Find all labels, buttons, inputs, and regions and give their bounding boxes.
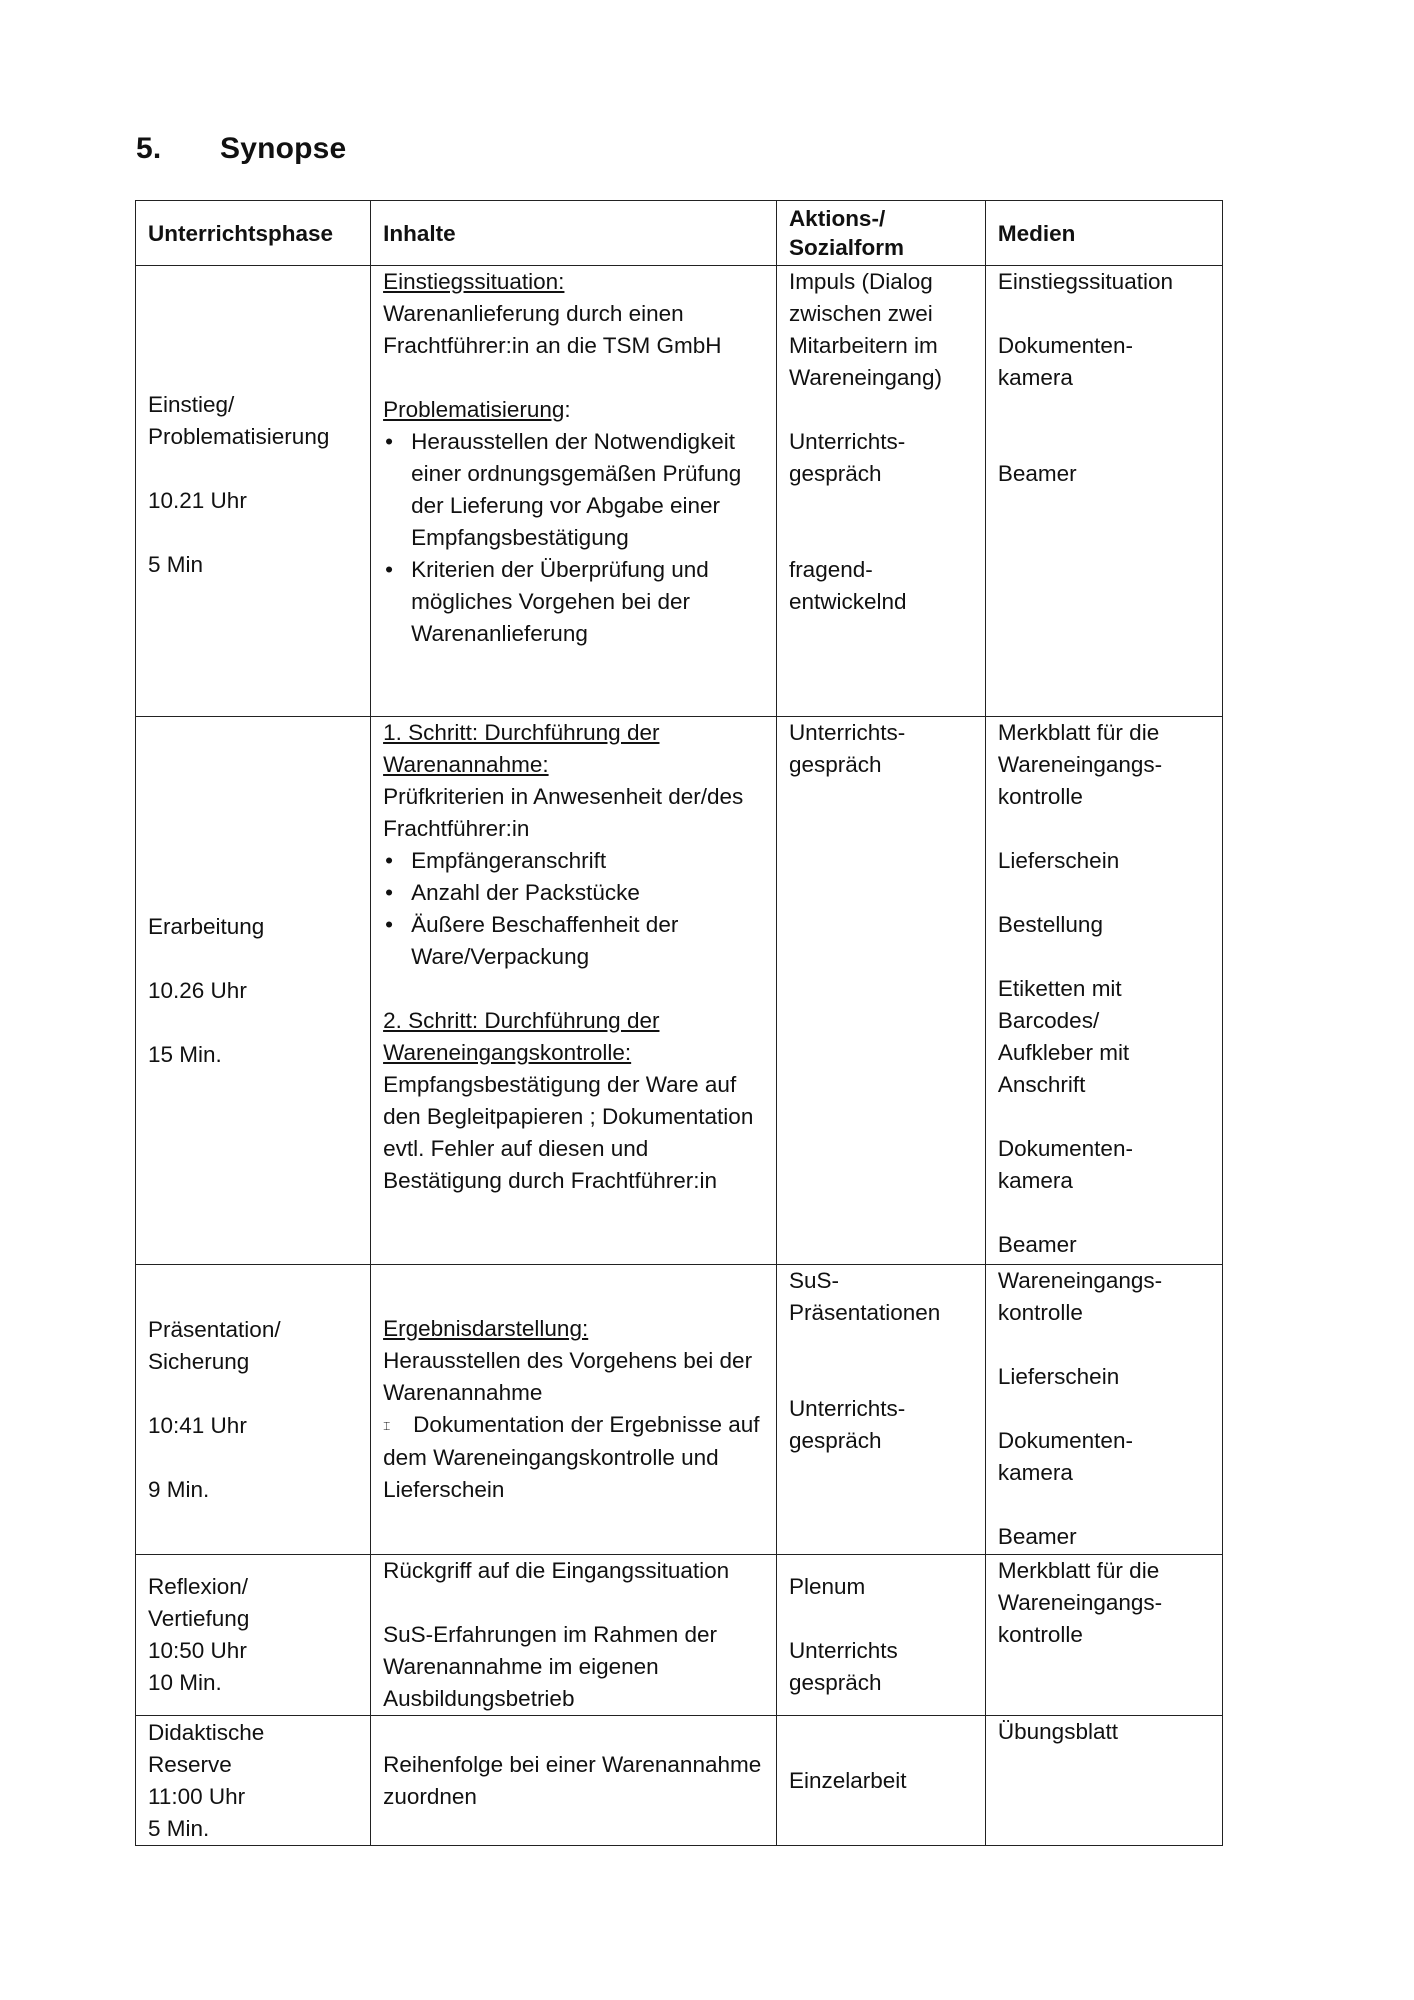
phase-cell [136, 1555, 371, 1716]
phase-line: Didaktische [148, 1719, 265, 1745]
phase-duration: 5 Min [148, 552, 204, 577]
action-line: Wareneingang) [788, 365, 942, 390]
content-bullet-list [383, 426, 764, 650]
action-line: Impuls (Dialog [788, 269, 933, 294]
content-text: Reihenfolge bei einer Warenannahme zuordnen [383, 1751, 762, 1809]
media-line: kamera [997, 365, 1073, 390]
phase-cell [136, 1265, 371, 1555]
action-line: SuS- [788, 1268, 839, 1293]
synopsis-table [135, 200, 1223, 1846]
header-action-line1: Aktions-/ [788, 206, 886, 231]
header-action [776, 201, 985, 266]
media-line: Dokumenten- [997, 333, 1133, 358]
action-line: entwickelnd [788, 589, 907, 614]
media-line: Anschrift [997, 1072, 1086, 1097]
content-cell [371, 266, 777, 717]
list-item: • Kriterien der Überprüfung und mögliches Vorgehen bei der Warenanlieferung [383, 554, 764, 650]
phase-line: Reflexion/ [148, 1574, 249, 1599]
media-line: kontrolle [997, 784, 1083, 809]
list-item: • Empfängeranschrift [383, 845, 764, 877]
action-line: Unterrichts- [788, 720, 906, 745]
media-line: Übungsblatt [997, 1719, 1118, 1744]
media-line: Lieferschein [997, 1364, 1120, 1389]
media-line: kontrolle [997, 1300, 1083, 1325]
phase-line: Sicherung [148, 1348, 250, 1374]
action-line: Unterrichts- [788, 429, 906, 454]
header-action-line2: Sozialform [788, 235, 904, 260]
action-cell [776, 266, 985, 717]
header-content: Inhalte [371, 201, 777, 266]
action-line: Präsentationen [788, 1300, 941, 1325]
media-line: Aufkleber mit [997, 1040, 1130, 1065]
media-line: Dokumenten- [997, 1428, 1133, 1453]
media-line: Lieferschein [997, 848, 1120, 873]
action-line: gespräch [788, 1428, 882, 1453]
media-line: Beamer [997, 1524, 1077, 1549]
phase-line: Präsentation/ [148, 1316, 281, 1342]
table-header-row [136, 201, 1223, 266]
action-line: gespräch [788, 1670, 882, 1695]
media-line: Einstiegssituation [997, 269, 1173, 294]
header-media: Medien [985, 201, 1222, 266]
table-row [136, 1555, 1223, 1716]
list-item: • Anzahl der Packstücke [383, 877, 764, 909]
phase-cell [136, 266, 371, 717]
action-line: Unterrichts- [788, 1396, 906, 1421]
action-line: gespräch [788, 752, 882, 777]
content-text: Prüfkriterien in Anwesenheit der/des Frachtführer:in [383, 784, 744, 841]
phase-line: Erarbeitung [148, 913, 265, 939]
table-row [136, 1265, 1223, 1555]
media-line: Barcodes/ [997, 1008, 1100, 1033]
media-cell [985, 1555, 1222, 1716]
phase-time: 11:00 Uhr [148, 1783, 246, 1809]
content-cell [371, 1555, 777, 1716]
content-heading: 1. Schritt: Durchführung der Warenannahme: [383, 720, 660, 777]
content-heading: Ergebnisdarstellung: [383, 1315, 589, 1341]
phase-time: 10.26 Uhr [148, 977, 247, 1003]
media-line: Etiketten mit [997, 976, 1122, 1001]
media-line: Wareneingangs- [997, 1590, 1163, 1615]
content-text-with-glyph: ⌶ Dokumentation der Ergebnisse auf dem Wareneingangskontrolle und Lieferschein [383, 1411, 760, 1503]
phase-line: Reserve [148, 1751, 232, 1777]
media-line: kontrolle [997, 1622, 1083, 1647]
content-heading: 2. Schritt: Durchführung der Wareneingangskontrolle: [383, 1008, 660, 1065]
content-text: SuS-Erfahrungen im Rahmen der Warenannahme im eigenen Ausbildungsbetrieb [383, 1622, 717, 1711]
media-line: Wareneingangs- [997, 752, 1163, 777]
table-row [136, 717, 1223, 1265]
media-cell [985, 717, 1222, 1265]
media-line: kamera [997, 1168, 1073, 1193]
section-title: Synopse [220, 132, 347, 165]
media-line: Merkblatt für die [997, 1558, 1160, 1583]
content-text: Warenanlieferung durch einen Frachtführer:in an die TSM GmbH [383, 301, 722, 358]
content-heading: Problematisierung: [383, 397, 571, 422]
list-item: • Herausstellen der Notwendigkeit einer ordnungsgemäßen Prüfung der Lieferung vor Abgabe einer Empfangsbestätigung [383, 426, 764, 554]
action-line: Unterrichts [788, 1638, 898, 1663]
media-cell [985, 1716, 1222, 1846]
list-item: • Äußere Beschaffenheit der Ware/Verpackung [383, 909, 764, 973]
action-line: fragend- [788, 557, 873, 582]
content-cell [371, 1716, 777, 1846]
action-cell [776, 717, 985, 1265]
phase-time: 10:41 Uhr [148, 1412, 247, 1438]
phase-cell [136, 1716, 371, 1846]
table-row [136, 1716, 1223, 1846]
phase-line: Problematisierung [148, 424, 330, 449]
section-heading [136, 132, 346, 166]
phase-time: 10.21 Uhr [148, 488, 247, 513]
content-text: Empfangsbestätigung der Ware auf den Begleitpapieren ; Dokumentation evtl. Fehler auf diesen und Bestätigung durch Frachtführer:in [383, 1072, 754, 1193]
action-line: gespräch [788, 461, 882, 486]
media-cell [985, 1265, 1222, 1555]
media-line: Beamer [997, 1232, 1077, 1257]
action-line: zwischen zwei [788, 301, 933, 326]
action-line: Plenum [788, 1574, 866, 1599]
content-text: Rückgriff auf die Eingangssituation [383, 1558, 730, 1583]
action-cell [776, 1716, 985, 1846]
action-line: Mitarbeitern im [788, 333, 938, 358]
media-line: Dokumenten- [997, 1136, 1133, 1161]
content-bullet-list [383, 845, 764, 973]
content-text: Herausstellen des Vorgehens bei der Warenannahme [383, 1347, 753, 1405]
phase-duration: 9 Min. [148, 1476, 210, 1502]
table-row [136, 266, 1223, 717]
phase-cell [136, 717, 371, 1265]
action-cell [776, 1555, 985, 1716]
phase-duration: 5 Min. [148, 1815, 210, 1841]
section-number: 5. [136, 132, 162, 165]
action-cell [776, 1265, 985, 1555]
media-line: kamera [997, 1460, 1073, 1485]
content-cell [371, 717, 777, 1265]
phase-line: Vertiefung [148, 1606, 250, 1631]
media-line: Bestellung [997, 912, 1103, 937]
content-heading: Einstiegssituation: [383, 269, 565, 294]
media-line: Merkblatt für die [997, 720, 1160, 745]
media-line: Beamer [997, 461, 1077, 486]
media-cell [985, 266, 1222, 717]
phase-line: Einstieg/ [148, 392, 235, 417]
header-phase: Unterrichtsphase [136, 201, 371, 266]
action-line: Einzelarbeit [788, 1767, 907, 1793]
content-cell [371, 1265, 777, 1555]
arrow-glyph-icon: ⌶ [383, 1419, 391, 1434]
media-line: Wareneingangs- [997, 1268, 1163, 1293]
phase-time: 10:50 Uhr [148, 1638, 247, 1663]
phase-duration: 15 Min. [148, 1041, 222, 1067]
phase-duration: 10 Min. [148, 1670, 222, 1695]
